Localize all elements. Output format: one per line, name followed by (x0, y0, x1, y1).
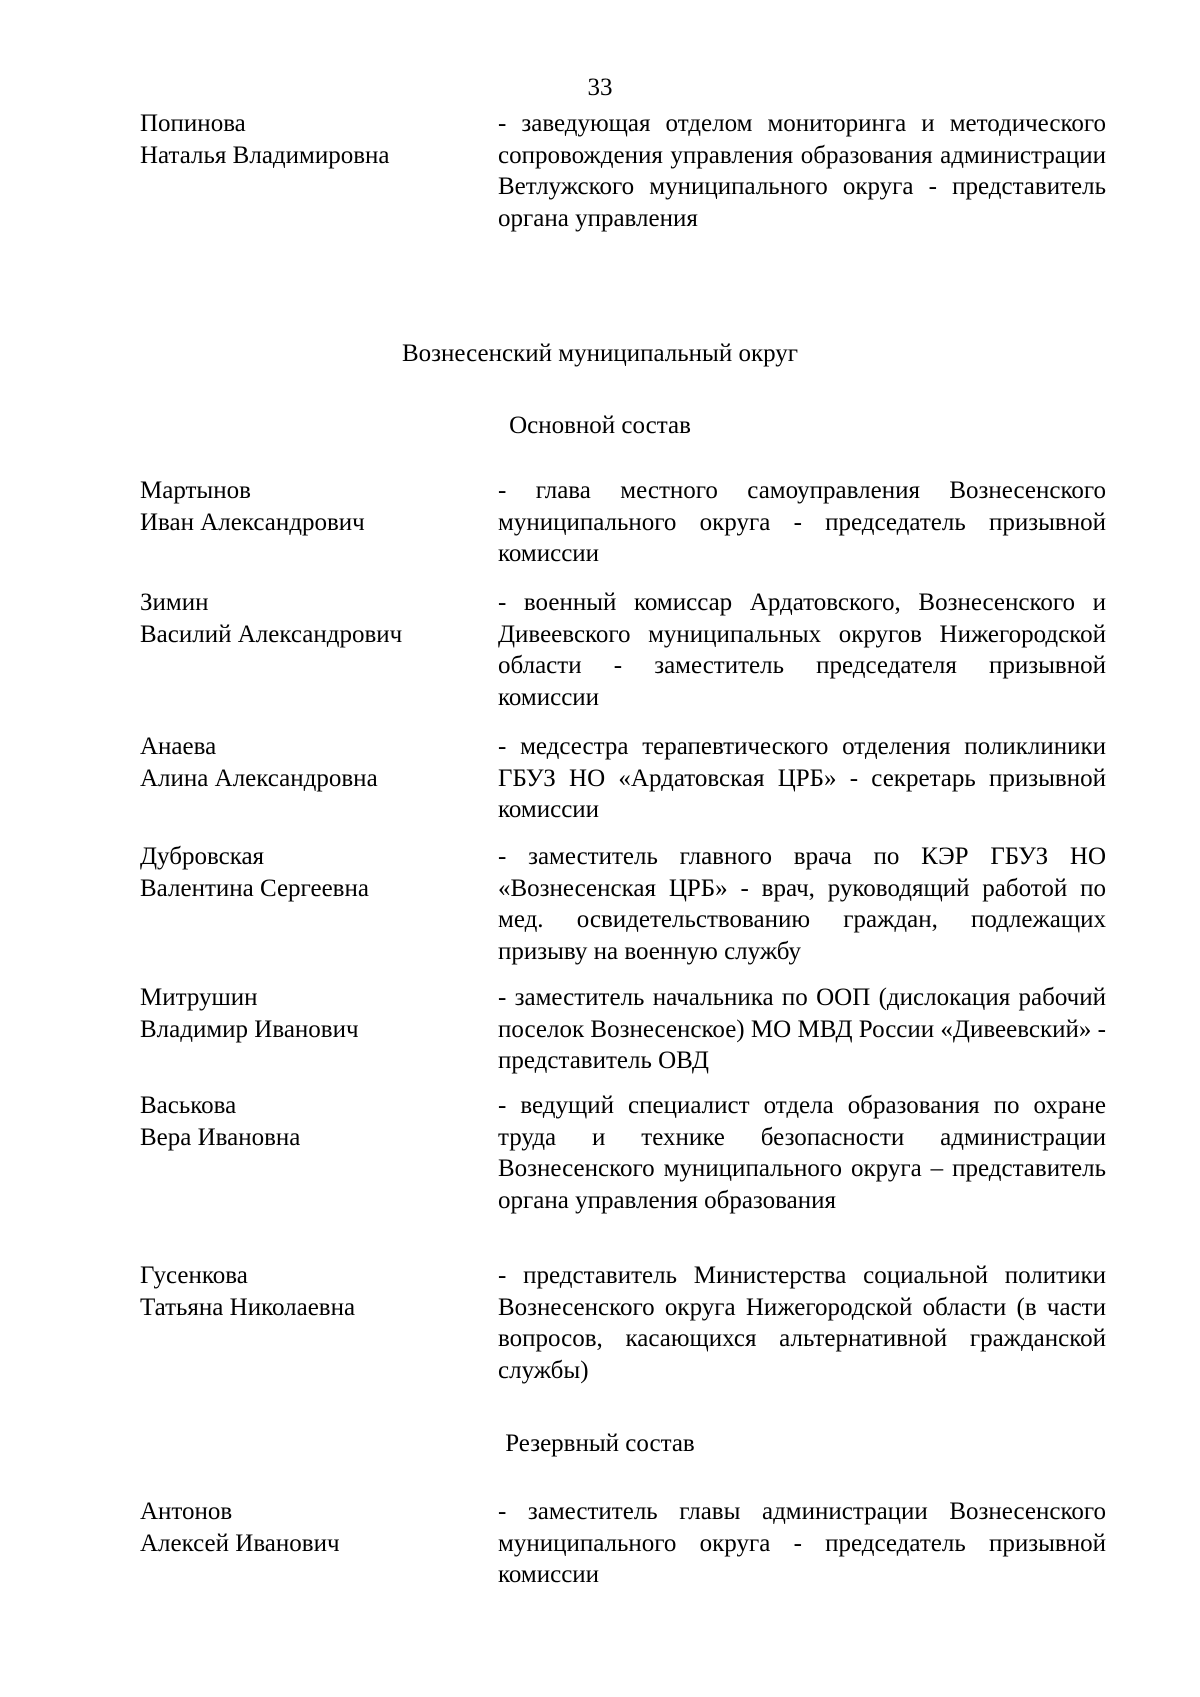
member-name (140, 475, 480, 538)
member-name (140, 1260, 480, 1323)
member-surname: Зимин (140, 589, 209, 616)
member-name (140, 841, 480, 904)
member-given-names: Наталья Владимировна (140, 141, 390, 169)
member-role: - медсестра терапевтического отделения поликлиники ГБУЗ НО «Ардатовская ЦРБ» - секретарь призывной комиссии (498, 733, 1106, 823)
member-surname: Васькова (140, 1092, 237, 1119)
member-surname: Гусенкова (140, 1262, 248, 1289)
member-given-names: Вера Ивановна (140, 1123, 301, 1151)
member-surname: Анаева (140, 733, 217, 760)
member-role: - заведующая отделом мониторинга и методического сопровождения управления образования администрации Ветлужского муниципального округа - представитель органа управления (498, 110, 1106, 232)
member-given-names: Алексей Иванович (140, 1529, 340, 1557)
member-role: - заместитель начальника по ООП (дислокация рабочий поселок Вознесенское) МО МВД России «Дивеевский» - представитель ОВД (498, 984, 1106, 1074)
member-name (140, 1496, 480, 1559)
member-name (140, 1090, 480, 1153)
member-given-names: Валентина Сергеевна (140, 874, 369, 902)
member-given-names: Иван Александрович (140, 508, 365, 536)
member-surname: Дубровская (140, 843, 265, 870)
member-given-names: Василий Александрович (140, 620, 403, 648)
member-name (140, 108, 480, 171)
member-name (140, 982, 480, 1045)
member-surname: Митрушин (140, 984, 258, 1011)
member-given-names: Алина Александровна (140, 764, 378, 792)
member-given-names: Владимир Иванович (140, 1015, 359, 1043)
member-role: - военный комиссар Ардатовского, Вознесенского и Дивеевского муниципальных округов Нижегородской области - заместитель председателя призывной комиссии (498, 589, 1106, 711)
member-role: - представитель Министерства социальной политики Вознесенского округа Нижегородской области (в части вопросов, касающихся альтернативной гражданской службы) (498, 1262, 1106, 1384)
member-name (140, 731, 480, 794)
member-role: - глава местного самоуправления Вознесенского муниципального округа - председатель призывной комиссии (498, 477, 1106, 567)
member-surname: Антонов (140, 1498, 233, 1525)
member-given-names: Татьяна Николаевна (140, 1293, 356, 1321)
reserve-composition-heading: Резервный состав (505, 1430, 695, 1457)
page-number: 33 (587, 74, 613, 101)
member-surname: Мартынов (140, 477, 251, 504)
main-composition-heading: Основной состав (509, 412, 691, 439)
member-role: - заместитель главного врача по КЭР ГБУЗ НО «Вознесенская ЦРБ» - врач, руководящий работой по мед. освидетельствованию граждан, подлежащих призыву на военную службу (498, 843, 1106, 965)
member-name (140, 587, 480, 650)
member-role: - ведущий специалист отдела образования по охране труда и технике безопасности администрации Вознесенского муниципального округа – представитель органа управления образования (498, 1092, 1106, 1214)
member-surname: Попинова (140, 110, 246, 137)
member-role: - заместитель главы администрации Вознесенского муниципального округа - председатель призывной комиссии (498, 1498, 1106, 1588)
district-title: Вознесенский муниципальный округ (401, 340, 799, 367)
